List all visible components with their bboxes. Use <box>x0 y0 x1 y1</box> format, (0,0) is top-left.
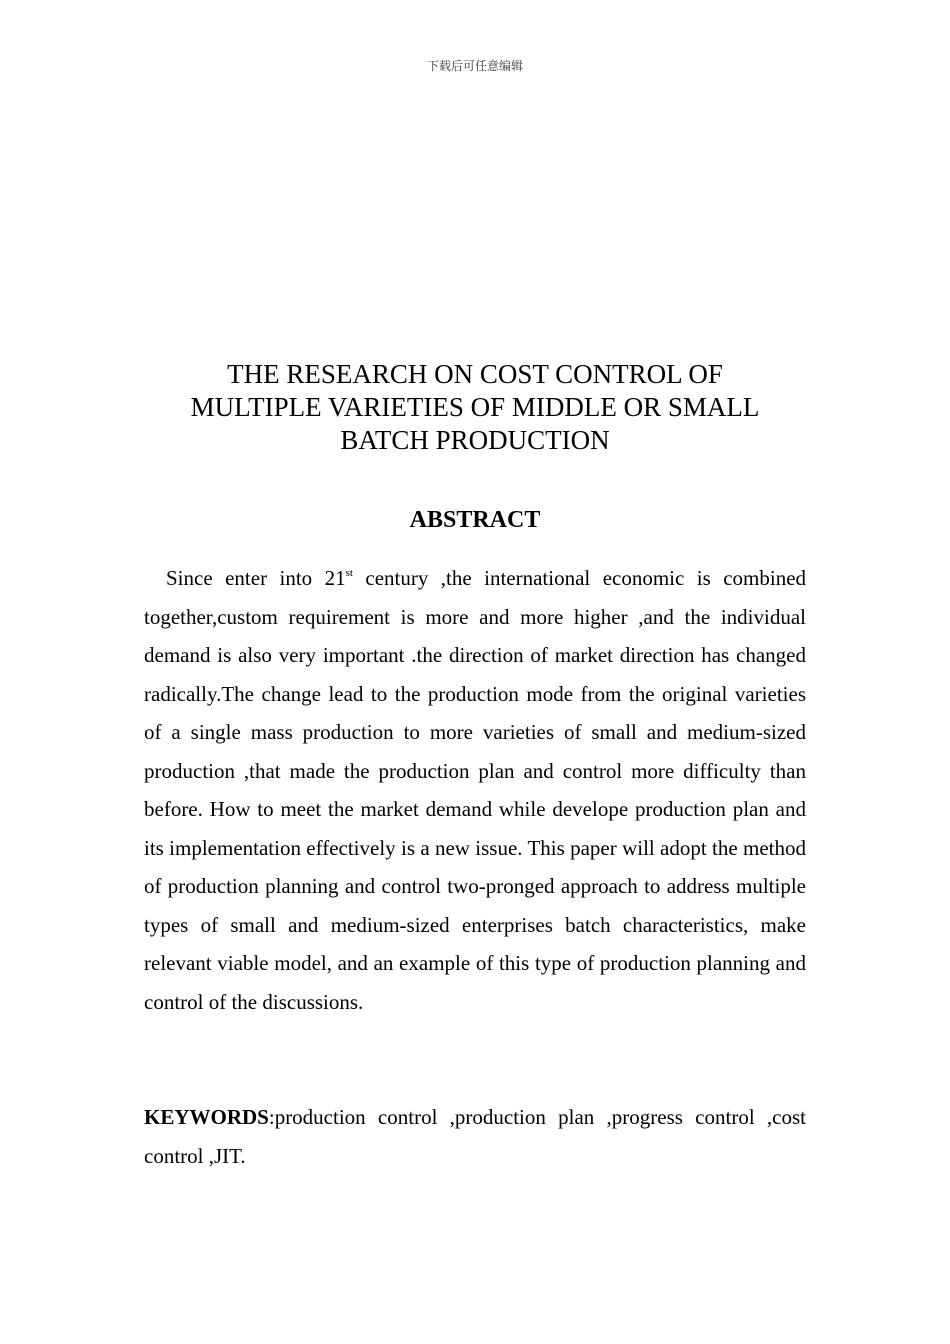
abstract-lead: Since enter into 21 <box>166 566 346 590</box>
keywords-label: KEYWORDS <box>144 1105 269 1129</box>
title-line: BATCH PRODUCTION <box>340 425 610 455</box>
paper-title <box>144 358 806 457</box>
keywords-paragraph <box>144 1098 806 1175</box>
ordinal-superscript: st <box>345 567 353 579</box>
abstract-paragraph <box>144 559 806 1021</box>
header-note: 下载后可任意编辑 <box>426 59 523 73</box>
title-line: MULTIPLE VARIETIES OF MIDDLE OR SMALL <box>190 392 760 422</box>
title-line: THE RESEARCH ON COST CONTROL OF <box>227 359 723 389</box>
keywords-text: :production control ,production plan ,progress control ,cost control ,JIT. <box>144 1105 806 1168</box>
abstract-text: century ,the international economic is combined together,custom requirement is more and more higher ,and the individual demand is also very important .the direction of market direction has changed radically.The change lead to the production mode from the original varieties of a single mass production to more varieties of small and medium-sized production ,that made the production plan and control more difficulty than before. How to meet the market demand while develope production plan and its implementation effectively is a new issue. This paper will adopt the method of production planning and control two-pronged approach to address multiple types of small and medium-sized enterprises batch characteristics, make relevant viable model, and an example of this type of production planning and control of the discussions. <box>144 566 807 1014</box>
abstract-heading: ABSTRACT <box>409 507 541 533</box>
